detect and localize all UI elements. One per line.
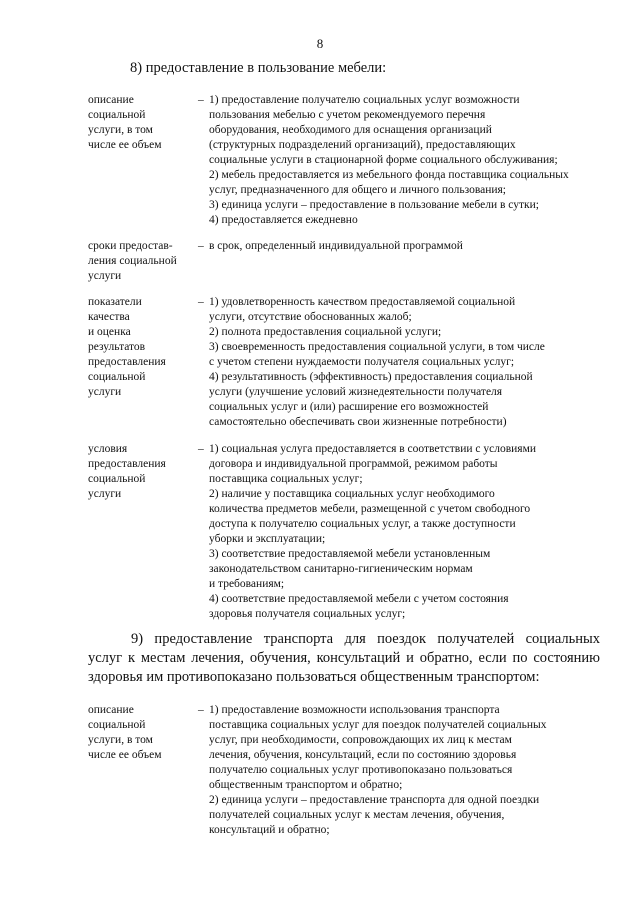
- row-content: 1) удовлетворенность качеством предоставляемой социальной услуги, отсутствие обоснованных жалоб; 2) полнота предоставления социальной услуги; 3) своевременность предоставления социальной услуги, в том числе с учетом степени нуждаемости получателя социальных услуг; 4) результативность (эффективность) предоставления социальной услуги (улучшение условий жизнедеятельности получателя социальных услуг и (или) расширение его возможностей самостоятельно обеспечивать свои жизненные потребности): [209, 296, 545, 428]
- row-label: сроки предостав- ления социальной услуги: [88, 240, 177, 282]
- row-label: показатели качества и оценка результатов предоставления социальной услуги: [88, 296, 166, 398]
- row-dash: –: [198, 240, 204, 252]
- page-number: 8: [316, 36, 324, 51]
- row-content: 1) предоставление возможности использования транспорта поставщика социальных услуг для поездок получателей социальных услуг, при необходимости, сопровождающих их лиц к местам лечения, обучения, консультаций, если по состоянию здоровья получателю социальных услуг противопоказано пользоваться общественным транспортом и обратно; 2) единица услуги – предоставление транспорта для одной поездки получателей социальных услуг к местам лечения, обучения, консультаций и обратно;: [209, 704, 547, 836]
- row-dash: –: [198, 94, 204, 106]
- section-9-heading: 9) предоставление транспорта для поездок получателей социальных услуг к местам лечения, обучения, консультаций и обратно, если по состоянию здоровья им противопоказано пользоваться общественным транспортом:: [88, 631, 600, 685]
- row-dash: –: [198, 704, 204, 716]
- row-label: описание социальной услуги, в том числе ее объем: [88, 94, 162, 151]
- row-dash: –: [198, 296, 204, 308]
- row-content: 1) предоставление получателю социальных услуг возможности пользования мебелью с учетом рекомендуемого перечня оборудования, необходимого для оснащения организаций (структурных подразделений организаций), предоставляющих социальные услуги в стационарной форме социального обслуживания; 2) мебель предоставляется из мебельного фонда поставщика социальных услуг, предназначенного для общего и личного пользования; 3) единица услуги – предоставление в пользование мебели в сутки; 4) предоставляется ежедневно: [209, 94, 569, 226]
- row-label: описание социальной услуги, в том числе ее объем: [88, 704, 162, 761]
- section-8-heading: 8) предоставление в пользование мебели:: [130, 60, 387, 76]
- row-dash: –: [198, 443, 204, 455]
- row-content: 1) социальная услуга предоставляется в соответствии с условиями договора и индивидуальной программой, режимом работы поставщика социальных услуг; 2) наличие у поставщика социальных услуг необходимого количества предметов мебели, размещенной с учетом свободного доступа к получателю социальных услуг, а также доступности уборки и эксплуатации; 3) соответствие предоставляемой мебели установленным законодательством санитарно-гигиеническим нормам и требованиям; 4) соответствие предоставляемой мебели с учетом состояния здоровья получателя социальных услуг;: [209, 443, 537, 620]
- row-content: в срок, определенный индивидуальной программой: [209, 240, 463, 252]
- row-label: условия предоставления социальной услуги: [88, 443, 166, 500]
